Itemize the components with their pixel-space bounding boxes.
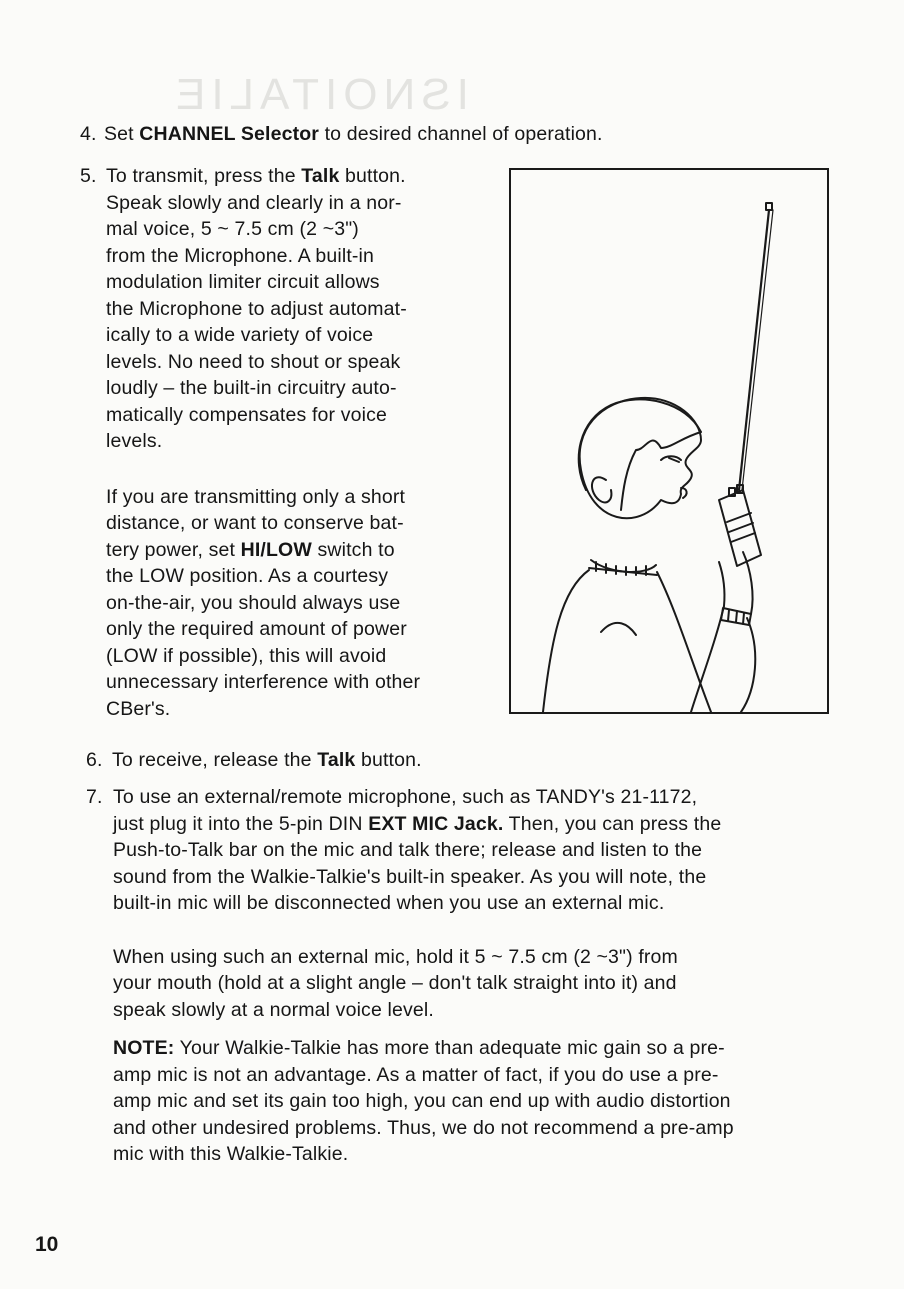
- talk-button-label: Talk: [317, 749, 356, 771]
- mic-usage-paragraph: When using such an external mic, hold it 5 ~ 7.5 cm (2 ~3") from your mouth (hold at a slight angle – don't talk straight into it) and speak slowly at a normal voice level.: [113, 945, 678, 1021]
- antenna-line: [739, 210, 769, 490]
- talk-button-label: Talk: [301, 165, 340, 187]
- external-mic-paragraph: To use an external/remote microphone, such as TANDY's 21-1172, just plug it into the 5-pin DIN EXT MIC Jack. Then, you can press the Push-to-Talk bar on the mic and talk there; release and listen to the sound from the Walkie-Talkie's built-in speaker. As you will note, the built-in mic will be disconnected when you use an external mic.: [113, 786, 722, 914]
- note-paragraph: NOTE: Your Walkie-Talkie has more than adequate mic gain so a pre- amp mic is not an advantage. As a matter of fact, if you do use a pre- amp mic and set its gain too high, you can end up with audio distortion and other undesired problems. Thus, we do not recommend a pre-amp mic with this Walkie-Talkie.: [113, 1037, 734, 1165]
- transmit-paragraph: To transmit, press the Talk button. Speak slowly and clearly in a nor- mal voice, 5 ~ 7.5 cm (2 ~3") from the Microphone. A built-in modulation limiter circuit allows the Microphone to adjust automat- ically to a wide variety of voice levels. No need to shout or speak loudly – the built-in circuitry auto- matically compensates for voice levels.: [106, 165, 407, 452]
- item-number: 7.: [86, 786, 103, 808]
- shirt-fold: [601, 623, 636, 635]
- body-right: [657, 572, 711, 712]
- body-left: [543, 570, 589, 712]
- item-number: 6.: [86, 749, 103, 771]
- instruction-item-6: 6. To receive, release the Talk button.: [86, 747, 686, 774]
- hi-low-switch-label: HI/LOW: [240, 538, 312, 561]
- power-paragraph: If you are transmitting only a short distance, or want to conserve bat- tery power, set HI/LOW switch to the LOW position. As a courtesy on-the-air, you should always use only the required amount of power (LOW if possible), this will avoid unnecessary interference with other CBer's.: [106, 485, 421, 720]
- note-label: NOTE:: [113, 1037, 175, 1059]
- hand: [719, 562, 724, 606]
- bleed-through-heading: ISNOITALIE: [170, 70, 469, 119]
- ext-mic-jack-label: EXT MIC Jack.: [368, 812, 504, 835]
- ear: [592, 477, 611, 502]
- person-with-walkie-talkie-drawing: [511, 170, 827, 712]
- item-number: 5.: [80, 165, 97, 187]
- instruction-item-4: 4. Set CHANNEL Selector to desired channel of operation.: [80, 121, 720, 148]
- page-number: 10: [35, 1233, 59, 1256]
- walkie-talkie-illustration: [509, 168, 829, 714]
- channel-selector-label: CHANNEL Selector: [139, 123, 320, 145]
- arm: [741, 618, 755, 712]
- instruction-item-7: [86, 784, 876, 1168]
- instruction-item-5: [80, 163, 500, 722]
- item-number: 4.: [80, 123, 97, 145]
- item-text: Set: [104, 123, 140, 145]
